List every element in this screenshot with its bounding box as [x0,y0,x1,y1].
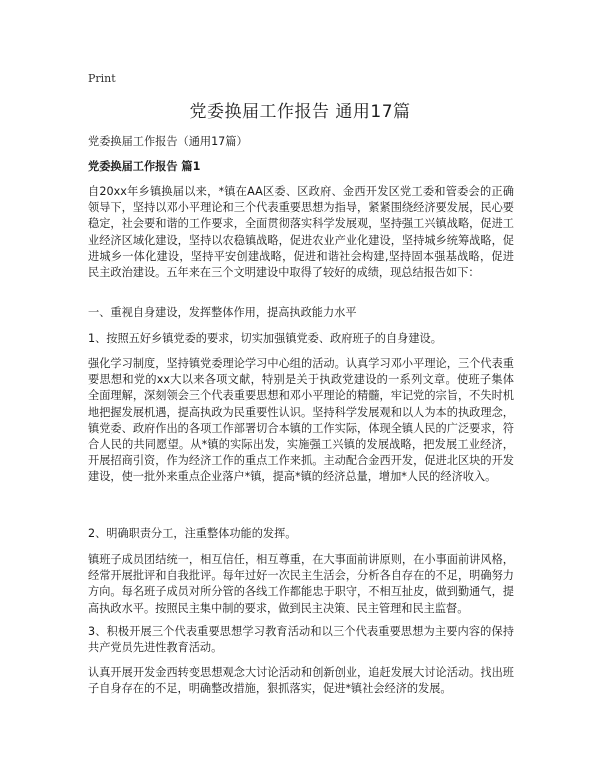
paragraph-team-unity: 镇班子成员团结统一，相互信任，相互尊重，在大事面前讲原则，在小事面前讲风格，经常开展批评和自我批评。每年过好一次民主生活会，分析各自存在的不足，明确努力方向。每名班子成员对所分管的各线工作都能忠于职守，不相互扯皮，做到勤通气，提高执政水平。按照民主集中制的要求，做到民主决策、民主管理和民主监督。 [88,553,514,615]
heading-one: 一、重视自身建设，发挥整体作用，提高执政能力水平 [88,306,357,319]
print-link[interactable]: Print [88,72,116,85]
subheading-1: 1、按照五好乡镇党委的要求，切实加强镇党委、政府班子的自身建设。 [88,332,442,345]
section-title: 党委换届工作报告 篇1 [88,160,201,173]
paragraph-study-system: 强化学习制度，坚持镇党委理论学习中心组的活动。认真学习邓小平理论，三个代表重要思想和党的xx大以来各项文献，特别是关于执政党建设的一系列文章。使班子集体全面理解，深刻领会三个代表重要思想和邓小平理论的精髓，牢记党的宗旨，不失时机地把握发展机遇，提高执政为民重要性认识。坚持科学发展观和以人为本的执政理念，镇党委、政府作出的各项工作部署切合本镇的工作实际，体现全镇人民的广泛要求，符合人民的共同愿望。从*镇的实际出发，实施强工兴镇的发展战略，把发展工业经济，开展招商引资，作为经济工作的重点工作来抓。主动配合金西开发，促进北区块的开发建设，使一批外来重点企业落户*镇，提高*镇的经济总量，增加*人民的经济收入。 [88,357,514,484]
document-title: 党委换届工作报告 通用17篇 [189,102,411,122]
paragraph-discussion: 认真开展开发金西转变思想观念大讨论活动和创新创业，追赶发展大讨论活动。找出班子自身存在的不足，明确整改措施，狠抓落实，促进*镇社会经济的发展。 [88,666,514,696]
document-subtitle: 党委换届工作报告（通用17篇） [88,135,248,148]
subheading-3: 3、积极开展三个代表重要思想学习教育活动和以三个代表重要思想为主要内容的保持共产党员先进性教育活动。 [88,625,514,655]
subheading-2: 2、明确职责分工，注重整体功能的发挥。 [88,527,297,540]
intro-paragraph: 自20xx年乡镇换届以来，*镇在AA区委、区政府、金西开发区党工委和管委会的正确领导下，坚持以邓小平理论和三个代表重要思想为指导，紧紧围绕经济要发展，民心要稳定，社会要和谐的工作要求，全面贯彻落实科学发展观，坚持强工兴镇战略，促进工业经济区域化建设，坚持以农稳镇战略，促进农业产业化建设，坚持城乡统筹战略，促进城乡一体化建设，坚持平安创建战略，促进和谐社会构建,坚持固本强基战略，促进民主政治建设。五年来在三个文明建设中取得了较好的成绩，现总结报告如下： [88,185,514,280]
